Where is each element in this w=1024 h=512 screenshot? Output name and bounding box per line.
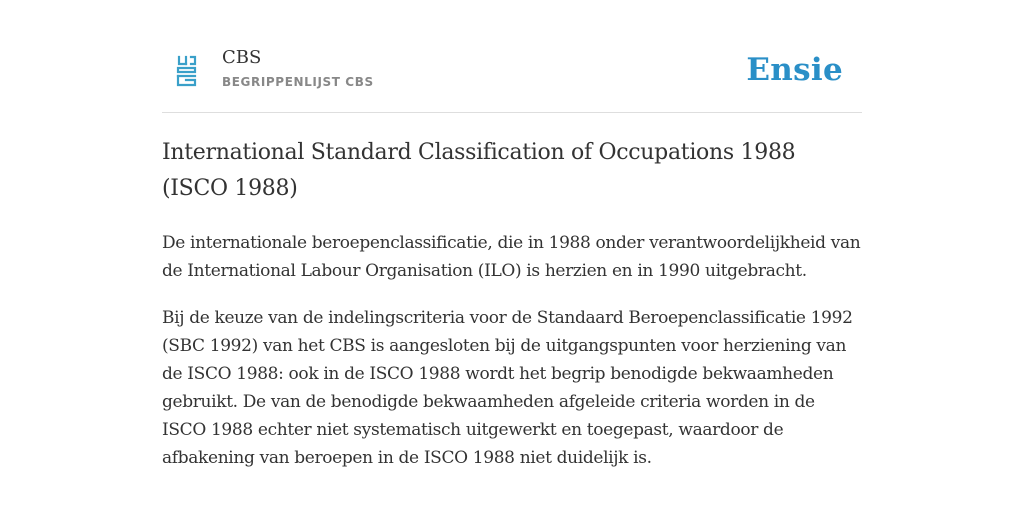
ensie-logo[interactable]: Ensie <box>746 52 843 88</box>
cbs-logo-icon <box>174 55 200 87</box>
definition-paragraph: De internationale beroepenclassificatie, die in 1988 onder verantwoordelijkheid van de International Labour Organisation (ILO) is herzien en in 1990 uitgebracht. <box>162 233 861 281</box>
source-name[interactable]: CBS <box>222 47 262 68</box>
card-header <box>162 36 862 113</box>
source-subtitle[interactable]: BEGRIPPENLIJST CBS <box>222 75 374 89</box>
definition-card <box>162 36 862 472</box>
definition-paragraph: Bij de keuze van de indelingscriteria voor de Standaard Beroepenclassificatie 1992 (SBC 1992) van het CBS is aangesloten bij de uitgangspunten voor herziening van de ISCO 1988: ook in de ISCO 1988 wordt het begrip benodigde bekwaamheden gebruikt. De van de benodigde bekwaamheden afgeleide criteria worden in de ISCO 1988 echter niet systematisch uitgewerkt en toegepast, waardoor de afbakening van beroepen in de ISCO 1988 niet duidelijk is. <box>162 308 853 468</box>
page-title: International Standard Classification of Occupations 1988 (ISCO 1988) <box>162 140 796 201</box>
